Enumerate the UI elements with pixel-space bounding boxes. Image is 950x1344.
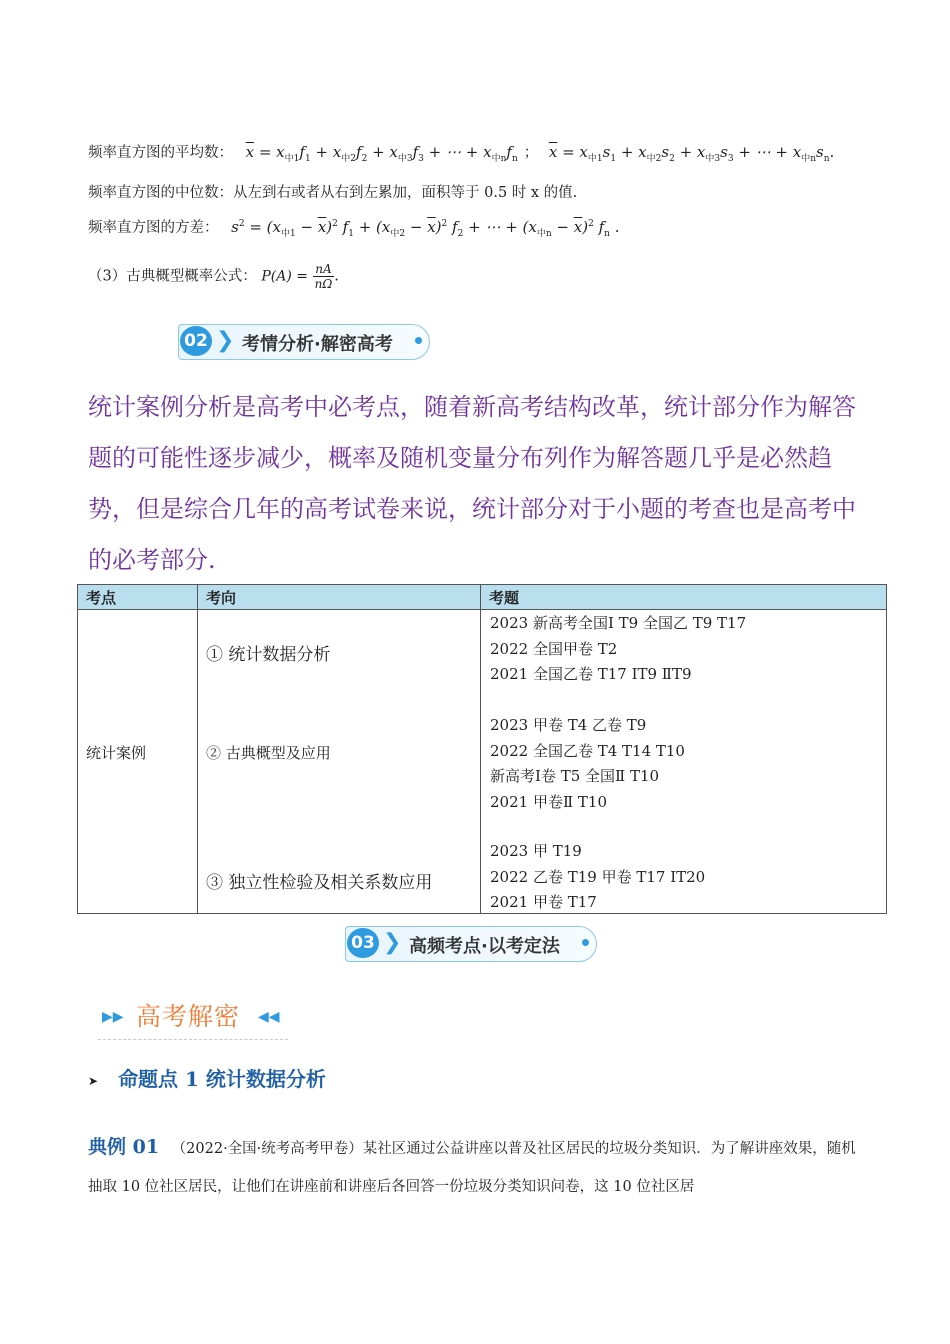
proposition-text: 命题点 1 统计数据分析 <box>118 1067 326 1091</box>
questions-cell <box>481 610 887 914</box>
banner-number: 03 <box>347 928 379 958</box>
variance-label: 频率直方图的方差： <box>88 220 219 236</box>
header-direction: 考向 <box>198 585 481 610</box>
section-banner-02 <box>178 324 440 360</box>
example-paragraph <box>88 1128 863 1206</box>
topic-cell <box>78 610 198 914</box>
question-group-2 <box>490 713 685 815</box>
direction-1: ① 统计数据分析 <box>206 645 331 665</box>
question-line: 2023 甲 T19 <box>490 842 582 860</box>
chevron-right-icon: ❯ <box>216 328 235 353</box>
secret-title-block <box>98 995 288 1040</box>
mean-formula-s: $\overline{x} = x_{中1}s_1 + x_{中2}s_2 + x_{中3}s_3$ + ⋯ + $x_{中n}s_n$. <box>548 143 835 164</box>
table-row <box>78 610 887 914</box>
dot-icon <box>582 939 589 946</box>
classical-fraction <box>313 262 335 291</box>
classical-label: （3）古典概型概率公式： <box>88 268 257 285</box>
question-line: 2022 全国乙卷 T4 T14 T10 <box>490 741 685 760</box>
classical-lhs: P(A) = <box>261 268 308 285</box>
banner-number: 02 <box>180 326 212 356</box>
question-line: 2021 全国乙卷 T17 ⅠT9 ⅡT9 <box>490 665 692 683</box>
question-line: 2021 甲卷 T17 <box>490 893 597 911</box>
header-questions: 考题 <box>481 585 887 610</box>
question-group-3 <box>490 839 705 916</box>
proposition-heading <box>88 1063 326 1092</box>
fraction-numerator: nA <box>313 262 335 277</box>
mean-formula-f: $\overline{x} = x_{中1}f_1 + x_{中2}f_2 + x_{中3}f_3$ + ⋯ + $x_{中n}f_n$ <box>245 143 518 164</box>
header-topic: 考点 <box>78 585 198 610</box>
variance-formula: $s^2 = (x_{中1} - \overline{x})^2$ $f_1 + (x_{中2} - \overline{x})^2$ $f_2$ + ⋯ + $(x_{中n} - \overline{x})^2$ $f_n$ . <box>231 218 620 239</box>
banner-title: 考情分析·解密高考 <box>242 334 393 355</box>
question-line: 新高考Ⅰ卷 T5 全国Ⅱ T10 <box>490 767 660 785</box>
median-line: 频率直方图的中位数：从左到右或者从右到左累加，面积等于 0.5 时 x 的值. <box>88 185 578 201</box>
example-text: （2022·全国·统考高考甲卷）某社区通过公益讲座以普及社区居民的垃圾分类知识．为了解讲座效果，随机抽取 10 位社区居民，让他们在讲座前和讲座后各回答一份垃圾分类知识问卷，这 10 位社区居 <box>88 1141 856 1195</box>
section-banner-03 <box>345 926 607 962</box>
table-header-row <box>78 585 887 610</box>
direction-2: ② 古典概型及应用 <box>206 744 331 762</box>
double-arrow-left-icon: ◀◀ <box>258 1009 280 1025</box>
question-group-1 <box>490 611 746 688</box>
question-line: 2021 甲卷Ⅱ T10 <box>490 792 607 811</box>
question-line: 2023 新高考全国Ⅰ T9 全国乙 T9 T17 <box>490 614 747 632</box>
double-arrow-right-icon: ▶▶ <box>102 1009 124 1025</box>
example-tag: 典例 01 <box>88 1136 160 1158</box>
question-line: 2023 甲卷 T4 乙卷 T9 <box>490 716 647 734</box>
variance-formula-line <box>88 216 620 239</box>
arrow-bullet-icon: ➤ <box>88 1073 99 1088</box>
exam-topic-table <box>77 584 887 914</box>
banner-title: 高频考点·以考定法 <box>409 936 560 957</box>
secret-title: 高考解密 <box>136 1002 241 1031</box>
analysis-paragraph: 统计案例分析是高考中必考点，随着新高考结构改革，统计部分作为解答题的可能性逐步减少，概率及随机变量分布列作为解答题几乎是必然趋势，但是综合几年的高考试卷来说，统计部分对于小题的考查也是高考中的必考部分. <box>88 393 856 574</box>
mean-label: 频率直方图的平均数： <box>88 145 233 161</box>
direction-cell <box>198 610 481 914</box>
classical-probability-line: （3）古典概型概率公式： P(A) = $\frac{nA}{n\Omega}$ . <box>88 262 339 291</box>
question-line: 2022 全国甲卷 T2 <box>490 639 618 658</box>
fraction-denominator: nΩ <box>314 277 333 291</box>
direction-3: ③ 独立性检验及相关系数应用 <box>206 873 433 893</box>
question-line: 2022 乙卷 T19 甲卷 T17 ⅠT20 <box>490 867 706 886</box>
dot-icon <box>415 337 422 344</box>
topic-text: 统计案例 <box>86 744 147 762</box>
chevron-right-icon: ❯ <box>383 930 402 955</box>
mean-formula-line: 频率直方图的平均数： $\overline{x} = x_{中1}f_1 + x_{中2}f_2 + x_{中3}f_3$ + ⋯ + $x_{中n}f_n$ ； $\overline{x} = x_{中1}s_1 + x_{中2}s_2 + x_{中3}s_3$ + ⋯ + $x_{中n}s_n$. <box>88 143 835 164</box>
